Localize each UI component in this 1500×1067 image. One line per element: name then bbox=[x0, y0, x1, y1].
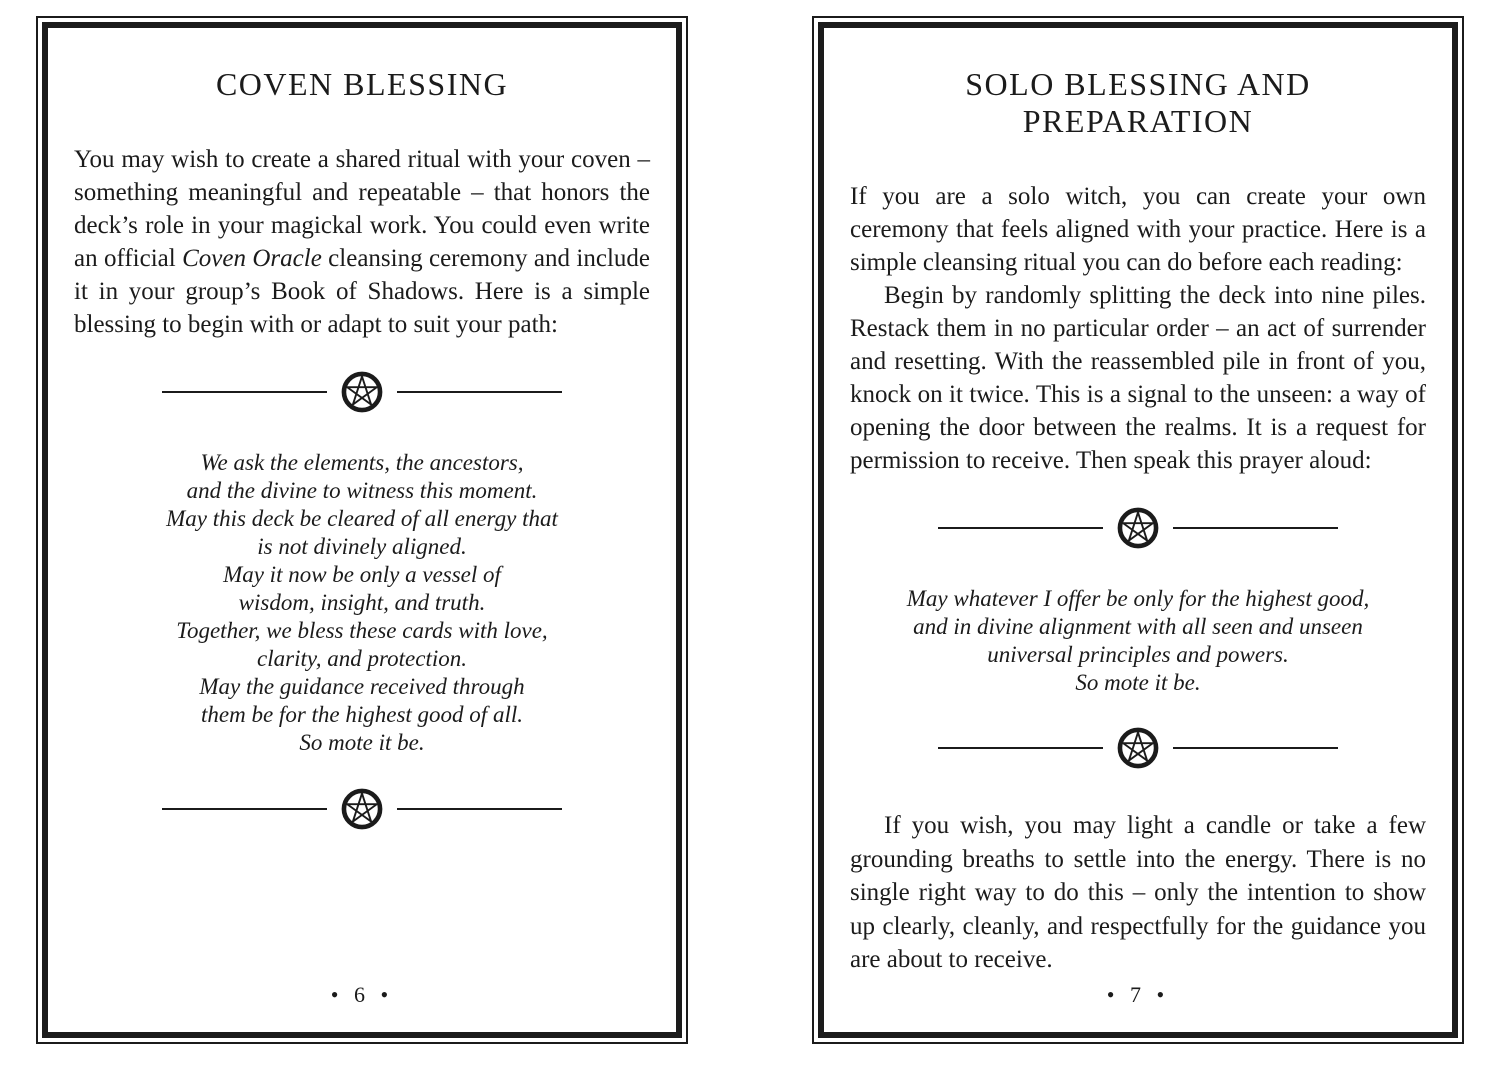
pentagram-icon bbox=[1117, 727, 1159, 769]
verse-line: clarity, and protection. bbox=[257, 646, 467, 672]
verse-line: and in divine alignment with all seen and unseen bbox=[913, 614, 1363, 640]
page-number: • 7 • bbox=[1106, 982, 1170, 1007]
divider-rule bbox=[938, 747, 1103, 749]
page-frame bbox=[818, 22, 1458, 1038]
blessing-verse bbox=[850, 585, 1426, 697]
paragraph bbox=[74, 143, 650, 341]
page-number: • 6 • bbox=[330, 982, 394, 1007]
text-segment: If you wish, you may light a candle or take a few grounding breaths to settle into the energy. There is no single right way to do this – only the intention to show up clearly, cleanly, and respectfully for the guidance you are about to receive. bbox=[850, 812, 1426, 974]
section-divider bbox=[938, 507, 1338, 549]
body-paragraphs bbox=[74, 143, 650, 341]
book-page-left bbox=[36, 16, 688, 1044]
verse-line: So mote it be. bbox=[299, 730, 425, 756]
verse-line: So mote it be. bbox=[1075, 670, 1201, 696]
divider-rule bbox=[162, 808, 327, 810]
closing-paragraphs bbox=[850, 809, 1426, 977]
verse-line: universal principles and powers. bbox=[987, 642, 1289, 668]
section-divider bbox=[938, 727, 1338, 769]
book-page-right bbox=[812, 16, 1464, 1044]
verse-line: Together, we bless these cards with love, bbox=[176, 618, 548, 644]
text-segment: If you are a solo witch, you can create your own ceremony that feels aligned with your practice. Here is a simple cleansing ritual you can do before each reading: bbox=[850, 183, 1426, 276]
pentagram-icon bbox=[1117, 507, 1159, 549]
paragraph bbox=[850, 279, 1426, 477]
divider-rule bbox=[1173, 747, 1338, 749]
verse-line: and the divine to witness this moment. bbox=[186, 478, 538, 504]
italic-text-segment: Coven Oracle bbox=[182, 245, 322, 272]
verse-line: May whatever I offer be only for the highest good, bbox=[906, 586, 1370, 611]
section-divider bbox=[162, 788, 562, 830]
divider-rule bbox=[397, 808, 562, 810]
verse-line: them be for the highest good of all. bbox=[201, 702, 523, 728]
text-segment: cleansing ceremony and include it in your group’s Book of Shadows. Here is a simple blessing to begin with or adapt to suit your path: bbox=[74, 245, 650, 338]
blessing-verse bbox=[74, 449, 650, 758]
text-segment: You may wish to create a shared ritual with your coven – something meaningful and repeatable – that honors the deck’s role in your magickal work. You could even write an official bbox=[74, 146, 650, 272]
body-paragraphs bbox=[850, 180, 1426, 477]
verse-line: May the guidance received through bbox=[199, 674, 525, 700]
verse-line: is not divinely aligned. bbox=[257, 534, 467, 560]
paragraph bbox=[850, 809, 1426, 977]
verse-line: wisdom, insight, and truth. bbox=[238, 590, 486, 616]
pentagram-icon bbox=[341, 788, 383, 830]
divider-rule bbox=[938, 527, 1103, 529]
pentagram-icon bbox=[341, 371, 383, 413]
text-segment: Begin by randomly splitting the deck into nine piles. Restack them in no particular order – an act of surrender and resetting. With the reassembled pile in front of you, knock on it twice. This is a signal to the unseen: a way of opening the door between the realms. It is a request for permission to receive. Then speak this prayer aloud: bbox=[850, 282, 1426, 474]
divider-rule bbox=[1173, 527, 1338, 529]
paragraph bbox=[850, 180, 1426, 279]
verse-line: May it now be only a vessel of bbox=[223, 562, 501, 588]
section-divider bbox=[162, 371, 562, 413]
verse-line: May this deck be cleared of all energy that bbox=[166, 506, 558, 532]
verse-line: We ask the elements, the ancestors, bbox=[200, 450, 524, 475]
divider-rule bbox=[397, 391, 562, 393]
page-title: SOLO BLESSING AND PREPARATION bbox=[965, 66, 1311, 139]
divider-rule bbox=[162, 391, 327, 393]
page-title: COVEN BLESSING bbox=[215, 66, 509, 102]
page-frame bbox=[42, 22, 682, 1038]
